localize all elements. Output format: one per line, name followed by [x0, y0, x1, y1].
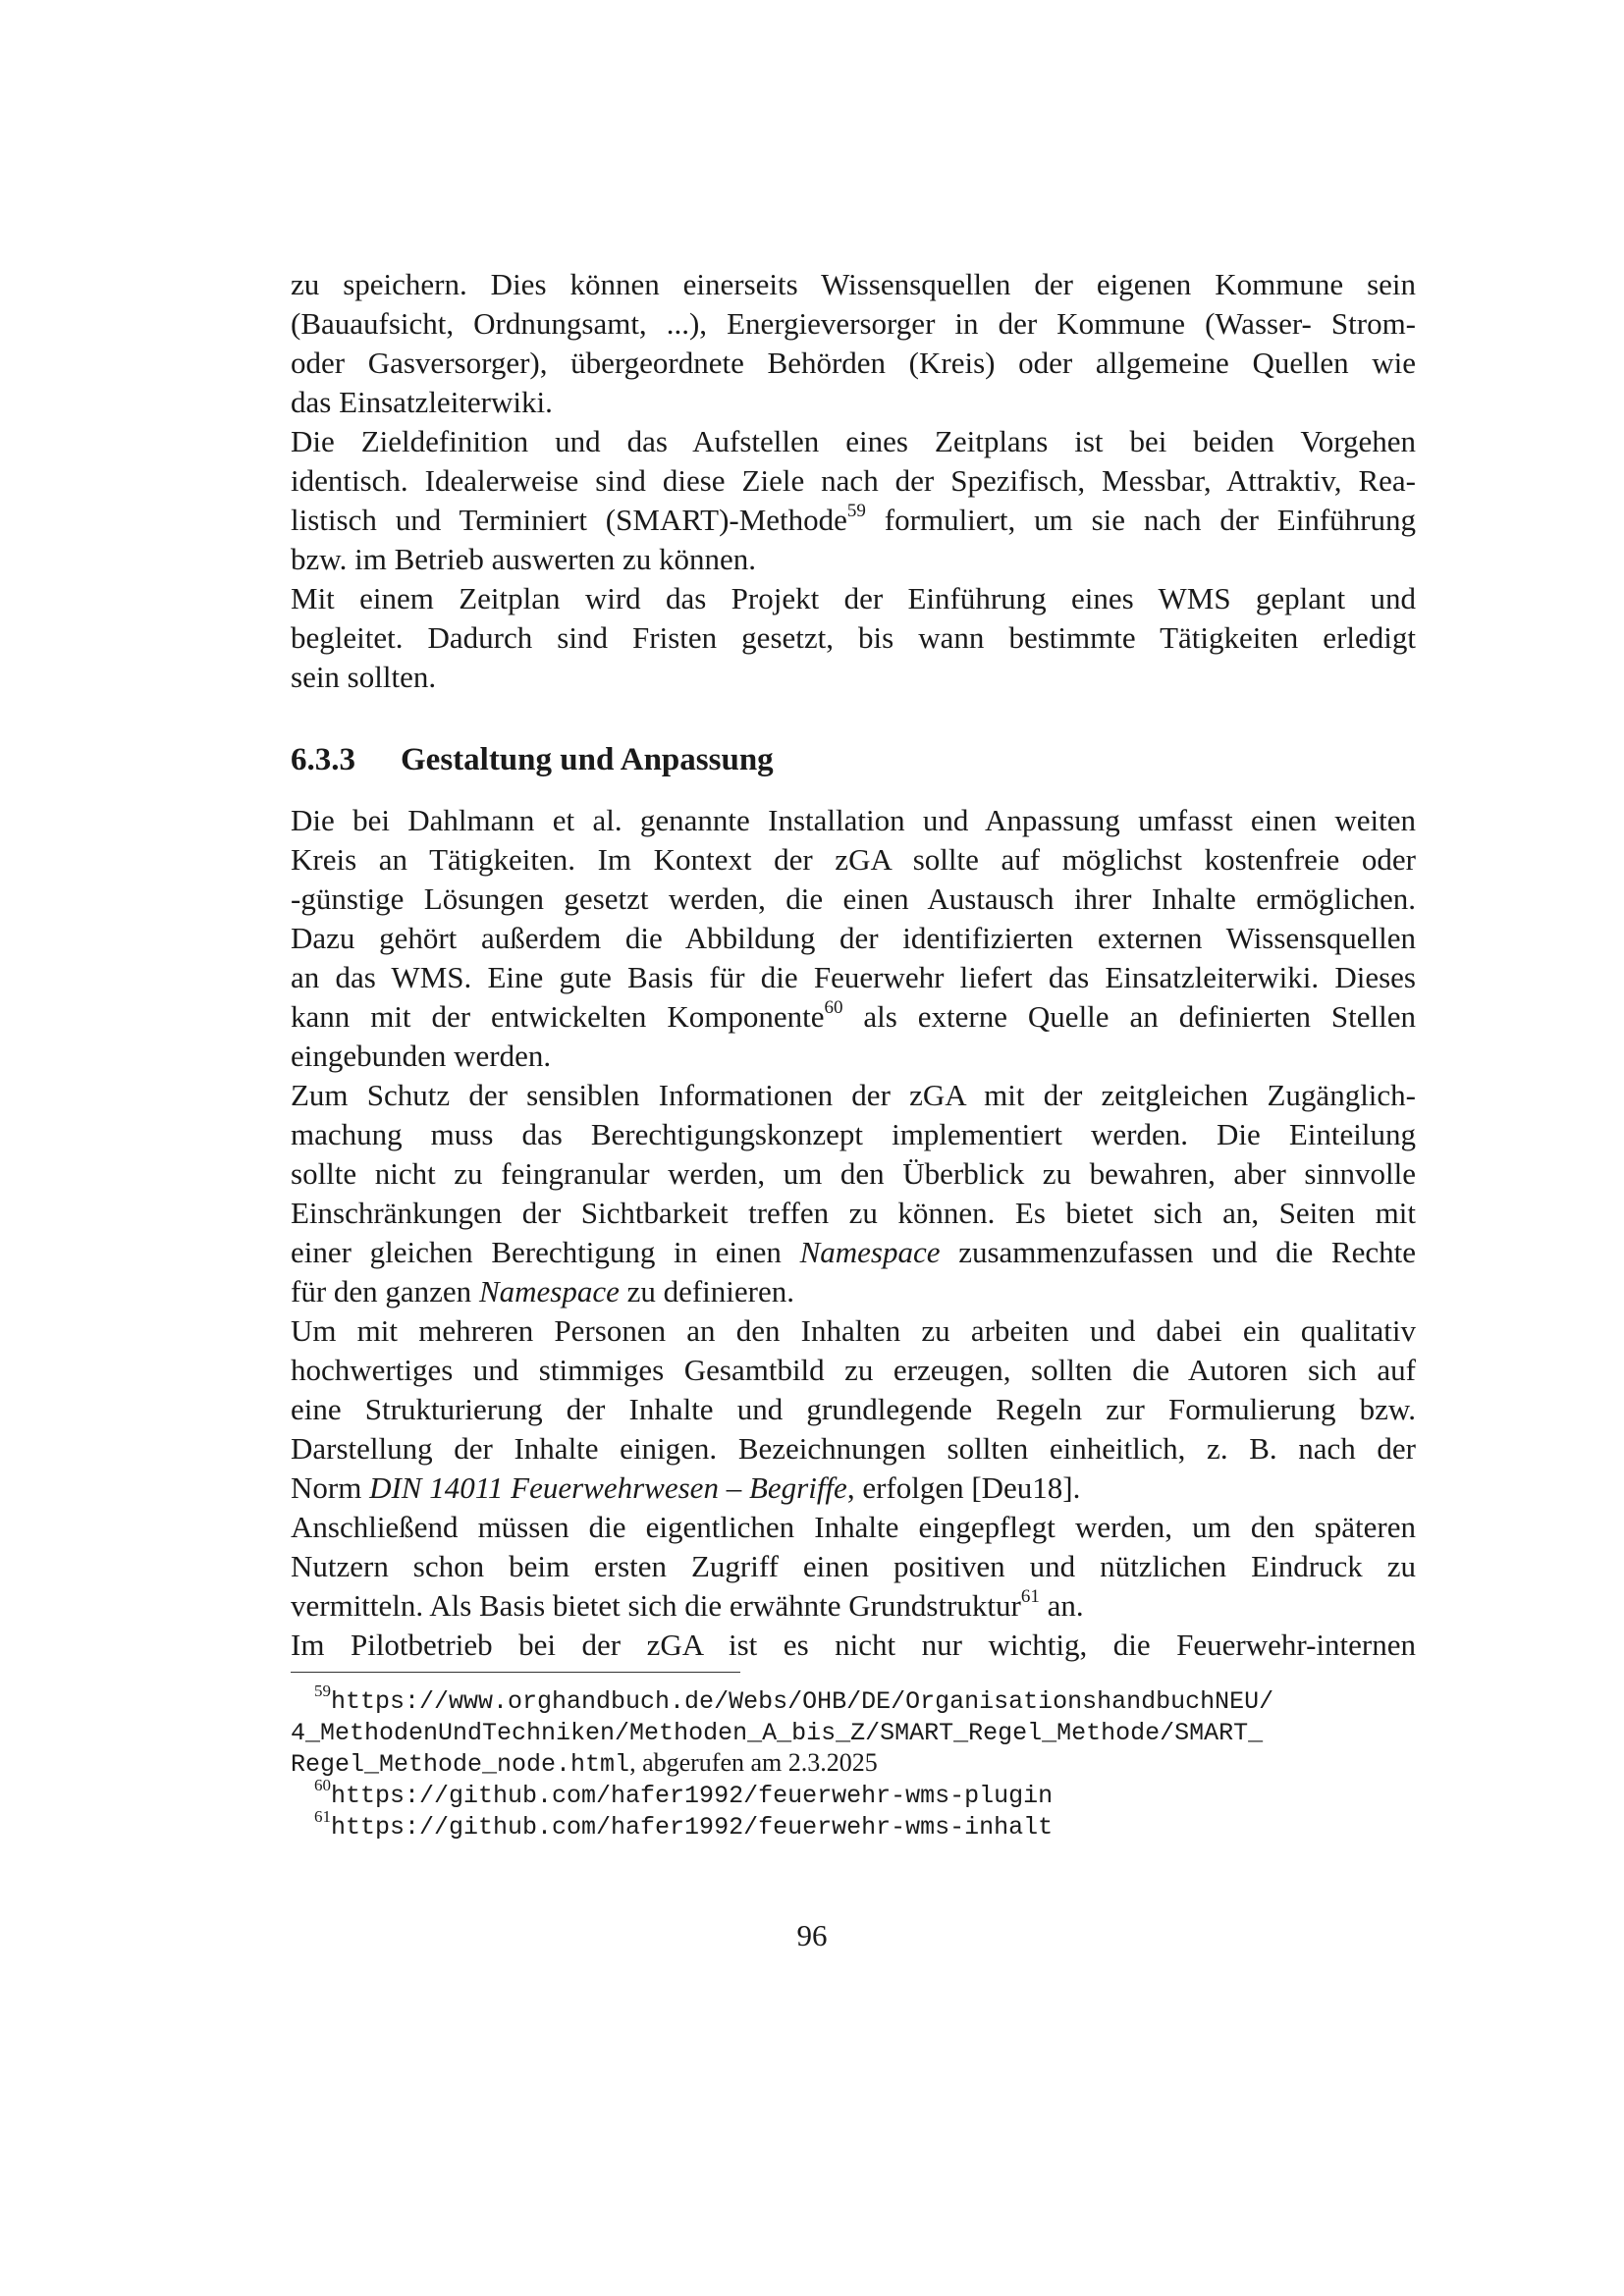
section-number: 6.3.3 — [291, 742, 355, 777]
footnote-url[interactable]: Regel_Methode_node.html — [291, 1750, 630, 1779]
text-fragment: , erfolgen [Deu18]. — [846, 1470, 1081, 1505]
text-line: hochwertiges und stimmiges Gesamtbild zu erzeugen, sollten die Autoren sich auf — [291, 1353, 1416, 1387]
text-fragment: für den ganzen — [291, 1274, 479, 1308]
text-line: begleitet. Dadurch sind Fristen gesetzt, bis wann bestimmte Tätigkeiten erledigt — [291, 620, 1416, 655]
text-line: Nutzern schon beim ersten Zugriff einen positiven und nützlichen Eindruck zu — [291, 1549, 1416, 1583]
footnote-ref-59[interactable]: 59 — [846, 500, 866, 521]
footnote-text: , abgerufen am 2.3.2025 — [629, 1748, 878, 1777]
text-line: identisch. Idealerweise sind diese Ziele nach der Spezifisch, Messbar, Attraktiv, Rea- — [291, 463, 1416, 498]
text-line — [291, 1586, 1416, 1626]
page-body — [291, 265, 1416, 1842]
footnote-59-cont — [291, 1747, 1416, 1779]
text-line: Anschließend müssen die eigentlichen Inhalte eingepflegt werden, um den späteren — [291, 1510, 1416, 1544]
text-line: Einschränkungen der Sichtbarkeit treffen zu können. Es bietet sich an, Seiten mit — [291, 1196, 1416, 1230]
text-fragment: an. — [1039, 1588, 1084, 1623]
text-fragment: zusammenzufassen und die Rechte — [940, 1235, 1416, 1269]
footnote-59-cont — [291, 1716, 1416, 1747]
footnote-61 — [291, 1807, 1416, 1842]
namespace-term: Namespace — [478, 1274, 620, 1308]
text-line: Kreis an Tätigkeiten. Im Kontext der zGA sollte auf möglichst kostenfreie oder — [291, 842, 1416, 877]
footnote-url[interactable]: https://github.com/hafer1992/feuerwehr-wms-plugin — [331, 1782, 1054, 1810]
text-fragment: einer gleichen Berechtigung in einen — [291, 1235, 800, 1269]
paragraph-4 — [291, 801, 1416, 1076]
text-fragment: zu definieren. — [619, 1274, 795, 1308]
text-fragment: formuliert, um sie nach der Einführung — [865, 503, 1416, 537]
footnote-url[interactable]: https://www.orghandbuch.de/Webs/OHB/DE/OrganisationshandbuchNEU/ — [331, 1687, 1274, 1716]
paragraph-5 — [291, 1076, 1416, 1311]
text-fragment: vermitteln. Als Basis bietet sich die erwähnte Grundstruktur — [291, 1588, 1021, 1623]
text-fragment: Norm — [291, 1470, 370, 1505]
footnote-mark: 59 — [314, 1682, 331, 1701]
footnote-url[interactable]: 4_MethodenUndTechniken/Methoden_A_bis_Z/SMART_Regel_Methode/SMART_ — [291, 1719, 1264, 1747]
text-fragment: listisch und Terminiert (SMART)-Methode — [291, 503, 847, 537]
paragraph-8 — [291, 1626, 1416, 1665]
footnote-59 — [291, 1684, 1416, 1716]
text-line — [291, 997, 1416, 1037]
section-title: Gestaltung und Anpassung — [401, 742, 774, 777]
text-line — [291, 1272, 1416, 1311]
text-line: zu speichern. Dies können einerseits Wissensquellen der eigenen Kommune sein — [291, 267, 1416, 301]
text-line: Zum Schutz der sensiblen Informationen der zGA mit der zeitgleichen Zugänglich- — [291, 1078, 1416, 1112]
paragraph-7 — [291, 1508, 1416, 1626]
text-line — [291, 501, 1416, 540]
footnote-url[interactable]: https://github.com/hafer1992/feuerwehr-wms-inhalt — [331, 1813, 1054, 1842]
text-line — [291, 1468, 1416, 1508]
footnote-divider — [291, 1672, 740, 1673]
paragraph-2 — [291, 422, 1416, 579]
text-line: Um mit mehreren Personen an den Inhalten zu arbeiten und dabei ein qualitativ — [291, 1313, 1416, 1348]
paragraph-3 — [291, 579, 1416, 697]
text-line: Die bei Dahlmann et al. genannte Installation und Anpassung umfasst einen weiten — [291, 803, 1416, 837]
paragraph-6 — [291, 1311, 1416, 1508]
text-fragment: als externe Quelle an definierten Stellen — [842, 999, 1416, 1034]
text-line: sollte nicht zu feingranular werden, um den Überblick zu bewahren, aber sinnvolle — [291, 1156, 1416, 1191]
footnote-mark: 61 — [314, 1807, 331, 1827]
text-line: machung muss das Berechtigungskonzept implementiert werden. Die Einteilung — [291, 1117, 1416, 1151]
text-line: bzw. im Betrieb auswerten zu können. — [291, 542, 757, 576]
footnotes — [291, 1684, 1416, 1842]
page-number: 96 — [796, 1918, 828, 1952]
section-heading — [291, 740, 1416, 779]
footnote-ref-60[interactable]: 60 — [824, 996, 843, 1018]
norm-title: DIN 14011 Feuerwehrwesen – Begriffe — [369, 1470, 847, 1505]
text-line: Darstellung der Inhalte einigen. Bezeichnungen sollten einheitlich, z. B. nach der — [291, 1431, 1416, 1466]
text-line: eine Strukturierung der Inhalte und grundlegende Regeln zur Formulierung bzw. — [291, 1392, 1416, 1426]
text-line: Mit einem Zeitplan wird das Projekt der Einführung eines WMS geplant und — [291, 581, 1416, 615]
text-line: Die Zieldefinition und das Aufstellen eines Zeitplans ist bei beiden Vorgehen — [291, 424, 1416, 458]
text-line: Dazu gehört außerdem die Abbildung der identifizierten externen Wissensquellen — [291, 921, 1416, 955]
footnote-mark: 60 — [314, 1776, 331, 1795]
text-line: (Bauaufsicht, Ordnungsamt, ...), Energieversorger in der Kommune (Wasser- Strom- — [291, 306, 1416, 341]
paragraph-1 — [291, 265, 1416, 422]
text-line: Im Pilotbetrieb bei der zGA ist es nicht nur wichtig, die Feuerwehr-internen — [291, 1628, 1416, 1662]
text-line: das Einsatzleiterwiki. — [291, 385, 553, 419]
footnote-60 — [291, 1776, 1416, 1810]
text-line: sein sollten. — [291, 660, 437, 694]
text-fragment: kann mit der entwickelten Komponente — [291, 999, 825, 1034]
footnote-ref-61[interactable]: 61 — [1020, 1585, 1040, 1607]
text-line: eingebunden werden. — [291, 1039, 552, 1073]
text-line: -günstige Lösungen gesetzt werden, die einen Austausch ihrer Inhalte ermöglichen. — [291, 881, 1416, 916]
text-line: an das WMS. Eine gute Basis für die Feuerwehr liefert das Einsatzleiterwiki. Dieses — [291, 960, 1416, 994]
text-line — [291, 1233, 1416, 1272]
text-line: oder Gasversorger), übergeordnete Behörden (Kreis) oder allgemeine Quellen wie — [291, 346, 1416, 380]
namespace-term: Namespace — [799, 1235, 941, 1269]
